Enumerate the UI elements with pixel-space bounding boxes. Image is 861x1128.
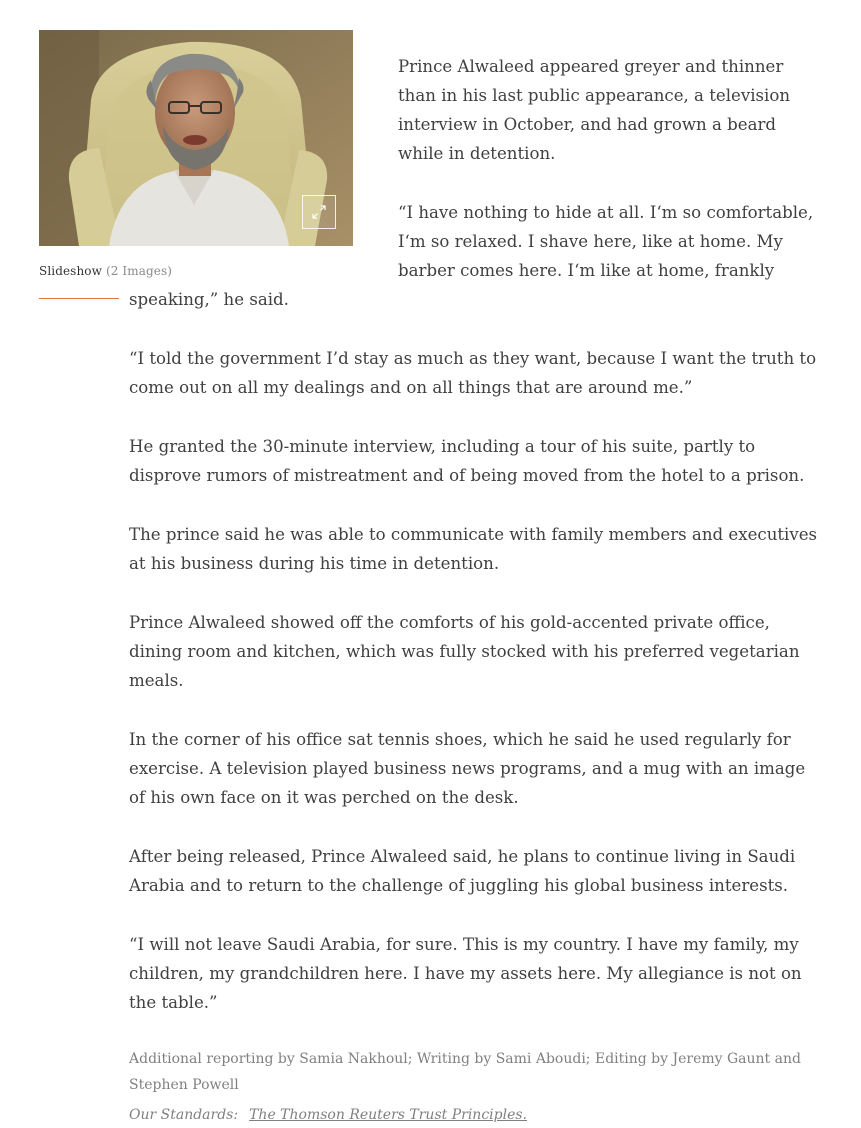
article-paragraph: The prince said he was able to communicate with family members and executives at his business during his time in detention.	[129, 525, 818, 573]
slideshow-image-count: (2 Images)	[105, 264, 172, 278]
article-credits: Additional reporting by Samia Nakhoul; Writing by Sami Aboudi; Editing by Jeremy Gaunt and Stephen Powell	[129, 1051, 801, 1093]
article-paragraph: In the corner of his office sat tennis shoes, which he said he used regularly for exercise. A television played business news programs, and a mug with an image of his own face on it was perched on the desk.	[129, 730, 806, 807]
media-float-spacer	[129, 52, 398, 284]
article-paragraph: “I will not leave Saudi Arabia, for sure. This is my country. I have my family, my children, my grandchildren here. I have my assets here. My allegiance is not on the table.”	[129, 935, 802, 1012]
article-body	[129, 52, 821, 1128]
article-paragraph: After being released, Prince Alwaleed said, he plans to continue living in Saudi Arabia and to return to the challenge of juggling his global business interests.	[129, 847, 796, 895]
article-paragraph: He granted the 30-minute interview, including a tour of his suite, partly to disprove rumors of mistreatment and of being moved from the hotel to a prison.	[129, 437, 805, 485]
article-paragraph: Prince Alwaleed showed off the comforts of his gold-accented private office, dining room and kitchen, which was fully stocked with his preferred vegetarian meals.	[129, 613, 800, 690]
trust-principles-link[interactable]: The Thomson Reuters Trust Principles.	[249, 1107, 527, 1123]
our-standards	[129, 1102, 821, 1128]
article-paragraph: Prince Alwaleed appeared greyer and thinner than in his last public appearance, a television interview in October, and had grown a beard while in detention.	[398, 57, 791, 163]
standards-label: Our Standards:	[129, 1107, 239, 1123]
article-paragraph: “I told the government I’d stay as much as they want, because I want the truth to come out on all my dealings and on all things that are around me.”	[129, 349, 817, 397]
article-paragraph: “I have nothing to hide at all. I‘m so comfortable, I‘m so relaxed. I shave here, like at home. My barber comes here. I‘m like at home, frankly speaking,” he said.	[129, 203, 814, 309]
slideshow-accent-rule	[39, 298, 119, 299]
slideshow-link[interactable]: Slideshow	[39, 264, 102, 278]
